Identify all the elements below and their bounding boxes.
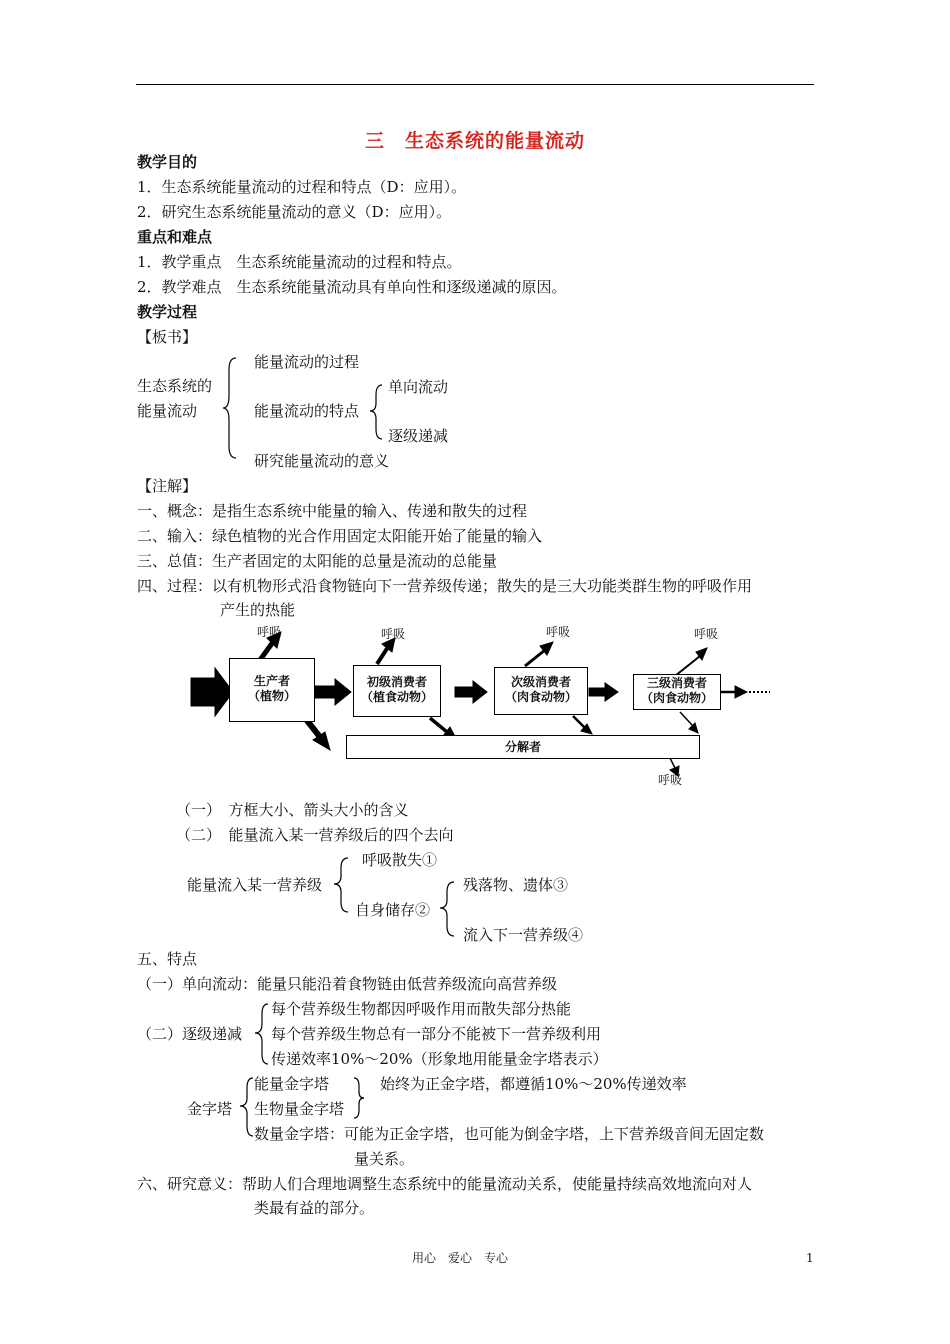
decomposer-box: [346, 735, 700, 759]
secondary-consumer-name: 次级消费者: [510, 675, 571, 689]
storage-brace: [438, 880, 458, 938]
board-brace: [222, 356, 242, 460]
pyramid-number-cont: 量关系。: [354, 1150, 415, 1168]
flow-remains: 残落物、遗体③: [463, 876, 569, 894]
goal-item-1: 1．生态系统能量流动的过程和特点（D：应用）。: [137, 178, 467, 196]
flow-arrow-2: [455, 681, 487, 703]
flow-respiration: 呼吸散失①: [362, 851, 438, 869]
notes-heading: 【注解】: [137, 477, 198, 495]
primary-consumer-box: [353, 665, 441, 717]
pyramid-brace: [236, 1076, 256, 1138]
tertiary-consumer-name: 三级消费者: [646, 676, 707, 690]
tertiary-consumer-type: （肉食动物）: [640, 691, 713, 705]
decomposer-label: 分解者: [504, 740, 541, 754]
respiration-label-decomposer: 呼吸: [658, 773, 683, 787]
primary-consumer-name: 初级消费者: [366, 675, 427, 689]
features-brace: [368, 383, 388, 441]
pyramid-energy: 能量金字塔: [254, 1075, 330, 1093]
footer-motto: 用心 爱心 专心: [412, 1251, 509, 1265]
goal-item-2: 2．研究生态系统能量流动的意义（D：应用）。: [137, 203, 452, 221]
decrease-item-2: 每个营养级生物总有一部分不能被下一营养级利用: [271, 1025, 602, 1043]
board-root-line1: 生态系统的: [137, 377, 213, 395]
feature-decrease-label: （二）逐级递减: [137, 1025, 243, 1043]
board-feature-decrease: 逐级递减: [388, 427, 449, 445]
features-heading: 五、特点: [137, 950, 198, 968]
secondary-consumer-type: （肉食动物）: [504, 690, 577, 704]
secondary-consumer-box: [494, 667, 588, 715]
decrease-item-1: 每个营养级生物都因呼吸作用而散失部分热能: [271, 1000, 572, 1018]
process-heading: 教学过程: [137, 303, 198, 321]
flow-brace: [332, 856, 352, 914]
page-title: 三 生态系统的能量流动: [364, 130, 585, 152]
upright-brace: [352, 1076, 366, 1120]
primary-consumer-type: （植食动物）: [360, 690, 433, 704]
tertiary-consumer-box: [633, 674, 721, 710]
respiration-arrow-3: [525, 650, 545, 666]
note-1: 一、概念：是指生态系统中能量的输入、传递和散失的过程: [137, 502, 528, 520]
board-feature-one-way: 单向流动: [388, 378, 449, 396]
flow-root: 能量流入某一营养级: [187, 876, 323, 894]
note-2: 二、输入：绿色植物的光合作用固定太阳能开始了能量的输入: [137, 527, 543, 545]
note-3: 三、总值：生产者固定的太阳能的总量是流动的总能量: [137, 552, 498, 570]
note-4: 四、过程：以有机物形式沿食物链向下一营养级传递；散失的是三大功能类群生物的呼吸作用: [137, 577, 753, 595]
flow-next-level: 流入下一营养级④: [463, 926, 584, 944]
respiration-label-3: 呼吸: [546, 625, 571, 639]
decomposer-respiration-arrow: [670, 758, 675, 768]
board-root-line2: 能量流动: [137, 402, 198, 420]
significance-line2: 类最有益的部分。: [254, 1199, 375, 1217]
pyramid-biomass: 生物量金字塔: [254, 1100, 345, 1118]
producer-type: （植物）: [247, 689, 296, 703]
sub-item-2: （二） 能量流入某一营养级后的四个去向: [176, 826, 454, 844]
board-branch-features: 能量流动的特点: [254, 402, 360, 420]
significance-line1: 六、研究意义：帮助人们合理地调整生态系统中的能量流动关系，使能量持续高效地流向对人: [137, 1175, 753, 1193]
board-heading: 【板书】: [137, 328, 198, 346]
pyramid-upright-note: 始终为正金字塔，都遵循10%～20%传递效率: [380, 1075, 687, 1093]
keypoints-heading: 重点和难点: [137, 228, 213, 246]
respiration-arrow-2: [377, 647, 388, 664]
producer-name: 生产者: [253, 674, 290, 688]
keypoint-item-1: 1．教学重点 生态系统能量流动的过程和特点。: [137, 253, 462, 271]
flow-arrow-3: [589, 683, 618, 701]
header-rule: [136, 84, 814, 85]
respiration-label-2: 呼吸: [381, 627, 406, 641]
flow-storage: 自身储存②: [355, 901, 431, 919]
respiration-arrow-4: [675, 656, 700, 676]
keypoint-item-2: 2．教学难点 生态系统能量流动具有单向性和逐级递减的原因。: [137, 278, 567, 296]
sub-item-1: （一） 方框大小、箭头大小的含义: [176, 801, 409, 819]
decomposer-arrow-3: [573, 716, 585, 728]
flow-arrow-1: [315, 679, 351, 705]
board-branch-process: 能量流动的过程: [254, 353, 360, 371]
goals-heading: 教学目的: [137, 153, 198, 171]
feature-one-way: （一）单向流动：能量只能沿着食物链由低营养级流向高营养级: [137, 975, 558, 993]
respiration-label-1: 呼吸: [257, 625, 282, 639]
producer-box: [229, 658, 315, 722]
decrease-brace: [252, 1002, 272, 1066]
board-branch-significance: 研究能量流动的意义: [254, 452, 390, 470]
respiration-label-4: 呼吸: [694, 627, 719, 641]
pyramid-label: 金字塔: [187, 1100, 233, 1118]
pyramid-number: 数量金字塔：可能为正金字塔，也可能为倒金字塔，上下营养级音间无固定数: [254, 1125, 765, 1143]
note-4-cont: 产生的热能: [220, 601, 296, 619]
page-number: 1: [806, 1251, 814, 1265]
decrease-item-3: 传递效率10%～20%（形象地用能量金字塔表示）: [271, 1050, 608, 1068]
decomposer-arrow-4: [680, 712, 693, 726]
input-arrow: [191, 668, 233, 716]
decomposer-arrow-2: [430, 718, 447, 732]
